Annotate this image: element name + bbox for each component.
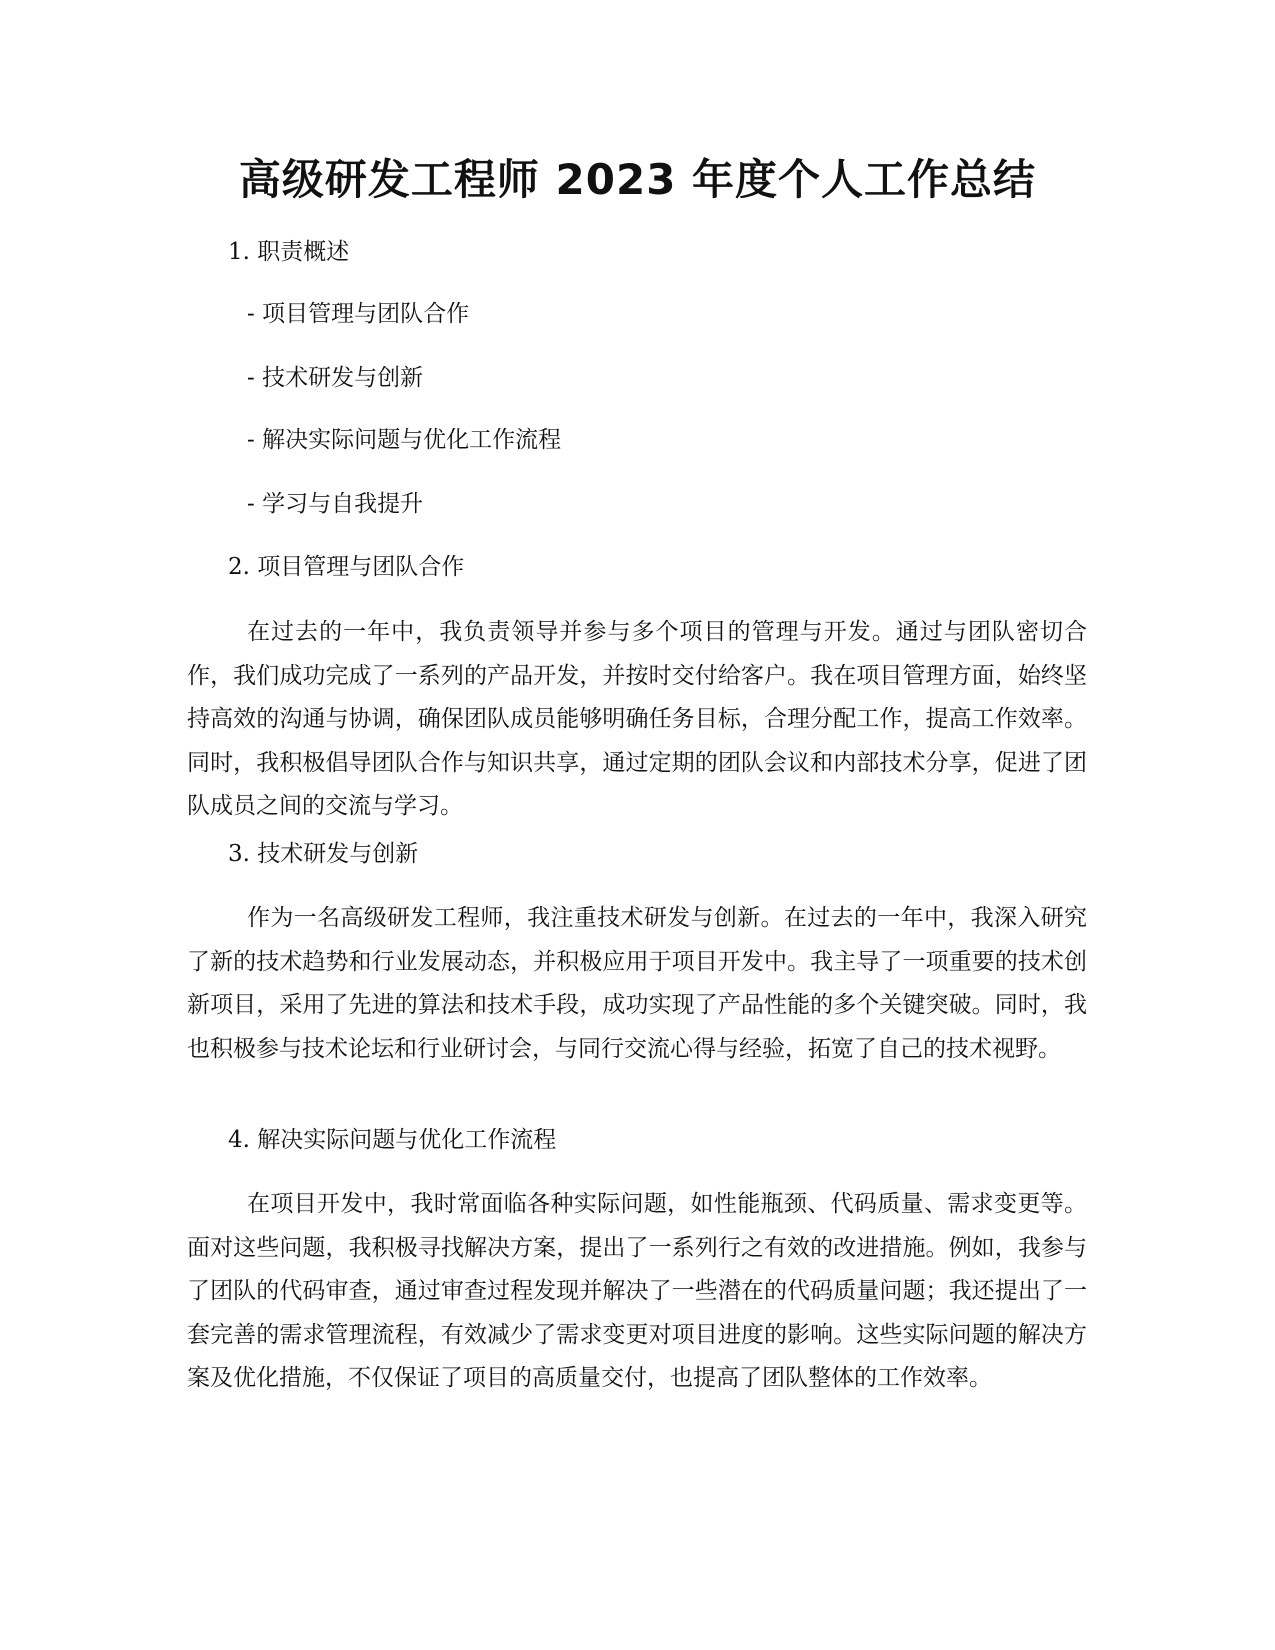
bullet-item-3: - 解决实际问题与优化工作流程 — [247, 427, 562, 453]
document-title: 高级研发工程师 2023 年度个人工作总结 — [238, 155, 1037, 204]
section-heading-1: 1. 职责概述 — [228, 239, 350, 265]
section-paragraph-3: 作为一名高级研发工程师，我注重技术研发与创新。在过去的一年中，我深入研究了新的技术趋势和行业发展动态，并积极应用于项目开发中。我主导了一项重要的技术创新项目，采用了先进的算法和技术手段，成功实现了产品性能的多个关键突破。同时，我也积极参与技术论坛和行业研讨会，与同行交流心得与经验，拓宽了自己的技术视野。 — [187, 905, 1087, 1062]
section-paragraph-2: 在过去的一年中，我负责领导并参与多个项目的管理与开发。通过与团队密切合作，我们成功完成了一系列的产品开发，并按时交付给客户。我在项目管理方面，始终坚持高效的沟通与协调，确保团队成员能够明确任务目标，合理分配工作，提高工作效率。同时，我积极倡导团队合作与知识共享，通过定期的团队会议和内部技术分享，促进了团队成员之间的交流与学习。 — [187, 619, 1087, 819]
section-heading-3: 3. 技术研发与创新 — [228, 841, 419, 867]
section-heading-2: 2. 项目管理与团队合作 — [228, 554, 465, 580]
bullet-item-1: - 项目管理与团队合作 — [247, 301, 470, 327]
section-heading-4: 4. 解决实际问题与优化工作流程 — [228, 1127, 557, 1153]
bullet-item-2: - 技术研发与创新 — [247, 365, 424, 391]
bullet-item-4: - 学习与自我提升 — [247, 491, 424, 517]
section-paragraph-4: 在项目开发中，我时常面临各种实际问题，如性能瓶颈、代码质量、需求变更等。面对这些问题，我积极寻找解决方案，提出了一系列行之有效的改进措施。例如，我参与了团队的代码审查，通过审查过程发现并解决了一些潜在的代码质量问题；我还提出了一套完善的需求管理流程，有效减少了需求变更对项目进度的影响。这些实际问题的解决方案及优化措施，不仅保证了项目的高质量交付，也提高了团队整体的工作效率。 — [187, 1191, 1087, 1391]
